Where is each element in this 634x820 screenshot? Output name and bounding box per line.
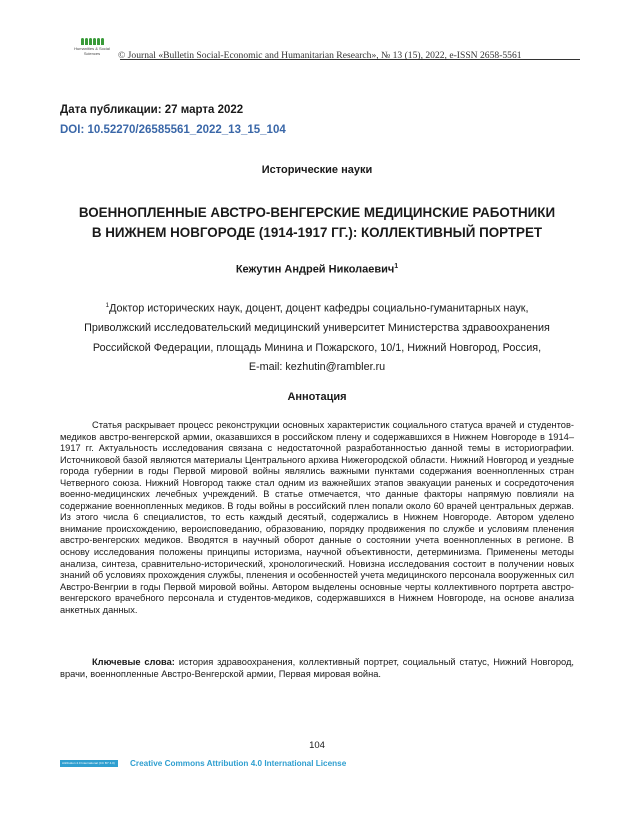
affiliation-sup: 1 — [105, 302, 110, 309]
author-name — [0, 263, 634, 276]
author-email[interactable]: E-mail: kezhutin@rambler.ru — [248, 361, 386, 374]
journal-header — [60, 38, 580, 70]
article-title — [40, 203, 594, 243]
keywords-text: история здравоохранения, коллективный портрет, социальный статус, Нижний Новгород, врачи, военнопленные Австро-Венгерской армии, Первая мировая война. — [60, 657, 574, 679]
logo-text: Humanities & Social Sciences — [74, 46, 110, 56]
license-link[interactable]: Creative Commons Attribution 4.0 International License — [130, 759, 347, 768]
author-sup: 1 — [394, 263, 399, 270]
affiliation-line-2: Приволжский исследовательский медицинский университет Министерства здравоохранения — [84, 322, 550, 335]
annotation-heading: Аннотация — [287, 391, 347, 403]
people-icon — [70, 38, 114, 45]
subject-category: Исторические науки — [261, 164, 373, 176]
keywords — [60, 657, 574, 680]
abstract-text: Статья раскрывает процесс реконструкции основных характеристик социального статуса врачей и студентов-медиков австро-венгерской армии, оказавшихся в российском плену и содержавшихся в Нижнем Новгороде в 1914–1917 гг. Актуальность исследования связана с недостаточной разработанностью данной темы в историографии. Источниковой базой являются материалы Центрального архива Нижегородской области. Нижний Новгород и уездные города губернии в годы Первой мировой войны являлись важными пунктами содержания военнопленных стран Четверного союза. Нижний Новгород также стал одним из важнейших этапов эвакуации раненых и сосредоточения военно-медицинских лечебных учреждений. В статье отмечается, что данные факторы напрямую повлияли на содержание военнопленных медиков. В годы войны в российский плен попали около 60 врачей центральных держав. Из этого числа 6 специалистов, то есть каждый десятый, содержались в Нижнем Новгороде. Автором уделено внимание происхождению, вероисповеданию, образованию, порядку продвижения по службе и условиям пленения австро-венгерских медиков. Вводятся в научный оборот данные о состоянии учета военнопленных в регионе. В основу исследования положены принципы историзма, научной объективности, детерминизма. Применены методы анализа, синтеза, сравнительно-исторический, хронологический. Новизна исследования состоит в получении новых знаний об условиях прохождения службы, пленения и особенностей учета медицинского персонала вооруженных сил Австро-Венгрии в годы Первой мировой войны. Автором выделены основные черты коллективного портрета австро-венгерского врачебного персонала и студентов-медиков, содержавшихся в Нижнем Новгороде, на основе анализа анкетных данных. — [60, 420, 574, 615]
affiliation-line-1-text: Доктор исторических наук, доцент, доцент кафедры социально-гуманитарных наук, — [109, 302, 529, 315]
page-number: 104 — [309, 740, 325, 751]
journal-logo — [70, 38, 114, 66]
affiliation-line-1 — [40, 296, 594, 319]
publication-date: Дата публикации: 27 марта 2022 — [60, 104, 244, 116]
title-line-2: В НИЖНЕМ НОВГОРОДЕ (1914-1917 ГГ.): КОЛЛЕКТИВНЫЙ ПОРТРЕТ — [91, 225, 543, 240]
author-name-text: Кежутин Андрей Николаевич — [235, 263, 395, 276]
title-line-1: ВОЕННОПЛЕННЫЕ АВСТРО-ВЕНГЕРСКИЕ МЕДИЦИНСКИЕ РАБОТНИКИ — [78, 205, 556, 220]
journal-citation: © Journal «Bulletin Social-Economic and Humanitarian Research», № 13 (15), 2022, e-ISSN 2658-5561 — [118, 50, 522, 61]
keywords-label: Ключевые слова: — [92, 657, 175, 667]
affiliation — [40, 296, 594, 378]
affiliation-line-3: Российской Федерации, площадь Минина и Пожарского, 10/1, Нижний Новгород, Россия, — [92, 341, 542, 354]
cc-license-badge-icon[interactable]: Attribution 4.0 International (CC BY 4.0) — [60, 760, 118, 767]
doi-link[interactable]: DOI: 10.52270/26585561_2022_13_15_104 — [60, 124, 286, 136]
